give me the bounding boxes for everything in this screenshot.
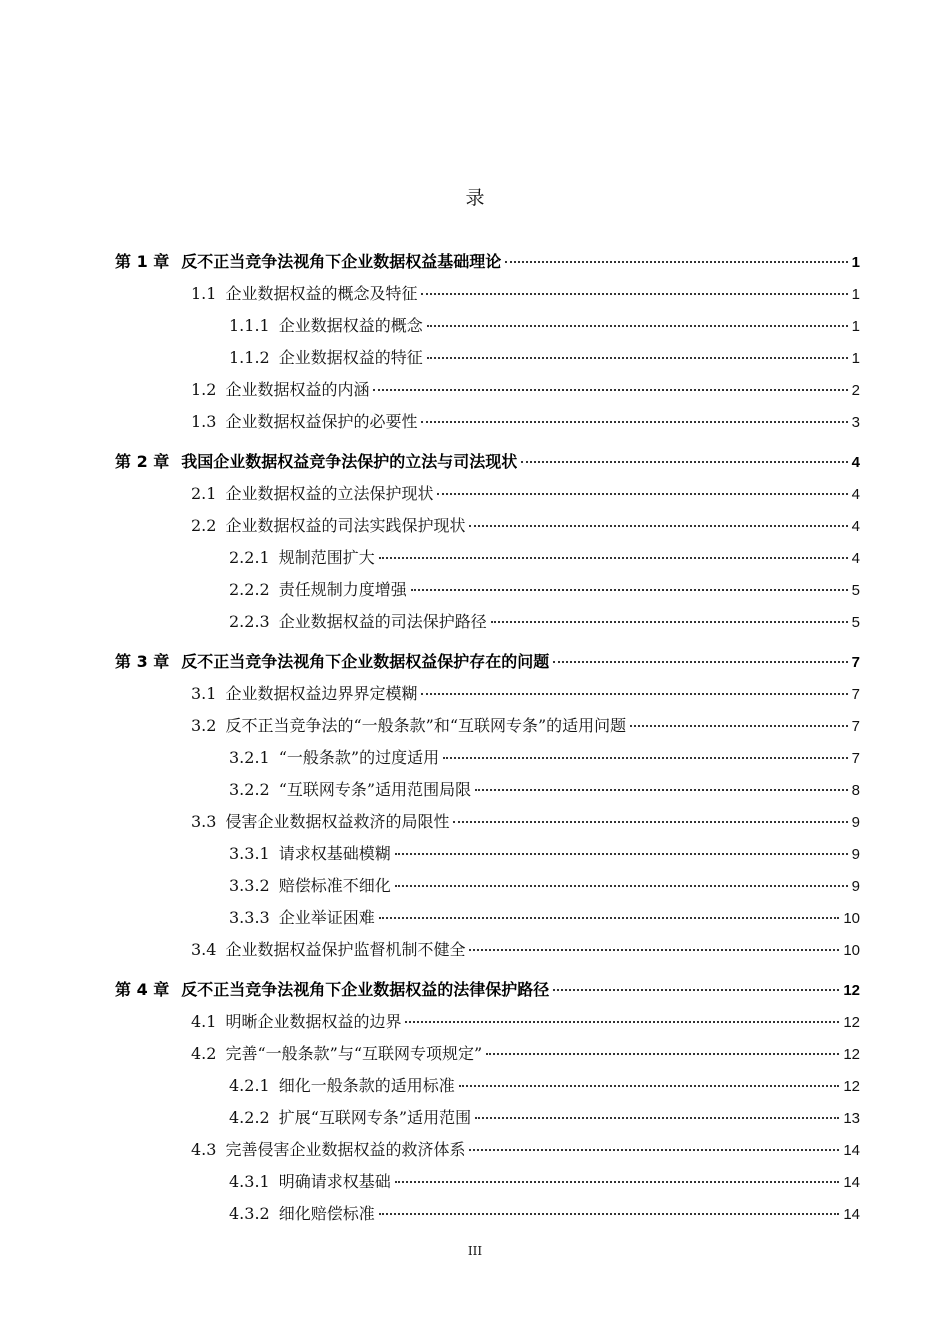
dot-leader: [553, 655, 847, 663]
toc-entry-number: 3.3.1: [229, 844, 270, 863]
toc-entry-page: 10: [843, 942, 860, 959]
toc-entry[interactable]: [115, 278, 860, 310]
toc-entry[interactable]: [115, 902, 860, 934]
page-number-footer: III: [467, 1244, 483, 1258]
toc-entry-title: 反不正当竞争法视角下企业数据权益基础理论: [181, 252, 502, 271]
toc-entry[interactable]: [115, 1102, 860, 1134]
toc-entry[interactable]: [115, 246, 860, 278]
toc-entry-title: 责任规制力度增强: [278, 580, 407, 599]
toc-entry-page: 14: [843, 1206, 860, 1223]
toc-entry-title: 侵害企业数据权益救济的局限性: [225, 812, 450, 831]
toc-entry[interactable]: [115, 870, 860, 902]
toc-entry-page: 14: [843, 1174, 860, 1191]
toc-entry[interactable]: [115, 1198, 860, 1230]
toc-entry[interactable]: [115, 1006, 860, 1038]
dot-leader: [421, 287, 847, 295]
toc-entry-number: 3.4: [191, 940, 217, 959]
toc-entry-number: 2.1: [191, 484, 217, 503]
dot-leader: [411, 583, 848, 591]
toc-entry[interactable]: [115, 406, 860, 438]
dot-leader: [469, 1143, 839, 1151]
toc-entry-title: 细化赔偿标准: [278, 1204, 375, 1223]
dot-leader: [443, 751, 848, 759]
toc-entry-title: “一般条款”的过度适用: [278, 748, 440, 767]
toc-entry-page: 2: [851, 382, 860, 399]
toc-entry-title: 反不正当竞争法视角下企业数据权益的法律保护路径: [181, 980, 550, 999]
toc-entry-title: 反不正当竞争法视角下企业数据权益保护存在的问题: [181, 652, 550, 671]
dot-leader: [379, 911, 840, 919]
toc-entry-number: 2.2.3: [229, 612, 270, 631]
toc-entry-number: 3.2.1: [229, 748, 270, 767]
toc-entry-page: 12: [843, 982, 860, 999]
toc-entry[interactable]: [115, 606, 860, 638]
toc-entry-page: 12: [843, 1046, 860, 1063]
dot-leader: [373, 383, 847, 391]
toc-entry[interactable]: [115, 1038, 860, 1070]
toc-entry-title: 完善“一般条款”与“互联网专项规定”: [225, 1044, 483, 1063]
toc-entry-page: 7: [851, 750, 860, 767]
dot-leader: [379, 1207, 840, 1215]
toc-entry-page: 12: [843, 1014, 860, 1031]
toc-entry[interactable]: [115, 774, 860, 806]
toc-entry-title: 企业数据权益保护的必要性: [225, 412, 418, 431]
toc-entry-page: 8: [851, 782, 860, 799]
toc-entry[interactable]: [115, 374, 860, 406]
dot-leader: [395, 879, 848, 887]
toc-entry-page: 4: [851, 486, 860, 503]
toc-entry-number: 1.1.2: [229, 348, 270, 367]
dot-leader: [421, 687, 847, 695]
toc-entry[interactable]: [115, 678, 860, 710]
toc-entry-title: 企业数据权益的特征: [278, 348, 423, 367]
toc-entry-page: 7: [851, 718, 860, 735]
toc-entry-title: 请求权基础模糊: [278, 844, 391, 863]
toc-entry-number: 3.2.2: [229, 780, 270, 799]
toc-entry-number: 4.2: [191, 1044, 217, 1063]
dot-leader: [505, 255, 847, 263]
toc-entry-number: 3.3: [191, 812, 217, 831]
dot-leader: [491, 615, 848, 623]
toc-entry-title: “互联网专条”适用范围局限: [278, 780, 472, 799]
toc-entry-title: 企业数据权益边界界定模糊: [225, 684, 418, 703]
toc-entry-page: 9: [851, 846, 860, 863]
toc-entry-number: 1.1: [191, 284, 217, 303]
toc-entry[interactable]: [115, 646, 860, 678]
dot-leader: [521, 455, 847, 463]
dot-leader: [475, 783, 848, 791]
toc-entry[interactable]: [115, 542, 860, 574]
toc-entry[interactable]: [115, 1134, 860, 1166]
toc-entry-number: 1.1.1: [229, 316, 270, 335]
toc-entry-page: 7: [851, 654, 860, 671]
toc-entry[interactable]: [115, 806, 860, 838]
toc-entry-number: 4.2.1: [229, 1076, 270, 1095]
dot-leader: [553, 983, 839, 991]
toc-entry-page: 12: [843, 1078, 860, 1095]
toc-entry[interactable]: [115, 478, 860, 510]
dot-leader: [379, 551, 848, 559]
toc-entry-number: 3.2: [191, 716, 217, 735]
toc-entry-number: 第 3 章: [115, 652, 170, 671]
dot-leader: [459, 1079, 840, 1087]
toc-entry-title: 企业数据权益的概念: [278, 316, 423, 335]
toc-entry-title: 企业数据权益的概念及特征: [225, 284, 418, 303]
toc-entry-number: 1.3: [191, 412, 217, 431]
toc-entry-number: 2.2: [191, 516, 217, 535]
toc-entry-page: 4: [851, 550, 860, 567]
toc-entry-title: 明确请求权基础: [278, 1172, 391, 1191]
toc-entry-number: 2.2.1: [229, 548, 270, 567]
toc-entry[interactable]: [115, 742, 860, 774]
toc-entry-number: 4.3: [191, 1140, 217, 1159]
toc-entry[interactable]: [115, 310, 860, 342]
toc-entry-page: 4: [851, 518, 860, 535]
toc-entry-title: 企业举证困难: [278, 908, 375, 927]
toc-entry-number: 2.2.2: [229, 580, 270, 599]
toc-entry-number: 4.3.1: [229, 1172, 270, 1191]
toc-entry-title: 企业数据权益保护监督机制不健全: [225, 940, 466, 959]
toc-entry-number: 3.3.3: [229, 908, 270, 927]
toc-entry-page: 10: [843, 910, 860, 927]
toc-entry-page: 1: [851, 286, 860, 303]
toc-entry-title: 完善侵害企业数据权益的救济体系: [225, 1140, 466, 1159]
toc-entry-page: 1: [851, 318, 860, 335]
dot-leader: [453, 815, 847, 823]
toc-entry[interactable]: [115, 574, 860, 606]
dot-leader: [469, 943, 839, 951]
toc-entry-number: 第 1 章: [115, 252, 170, 271]
toc-entry-page: 7: [851, 686, 860, 703]
toc-entry[interactable]: [115, 446, 860, 478]
toc-entry-title: 扩展“互联网专条”适用范围: [278, 1108, 472, 1127]
toc-entry-title: 企业数据权益的司法实践保护现状: [225, 516, 466, 535]
toc-entry-page: 14: [843, 1142, 860, 1159]
toc-entry-title: 企业数据权益的司法保护路径: [278, 612, 487, 631]
toc-entry-number: 3.1: [191, 684, 217, 703]
dot-leader: [427, 319, 848, 327]
toc-entry-title: 规制范围扩大: [278, 548, 375, 567]
toc-entry[interactable]: [115, 510, 860, 542]
toc-entry[interactable]: [115, 934, 860, 966]
toc-entry[interactable]: [115, 342, 860, 374]
dot-leader: [475, 1111, 839, 1119]
dot-leader: [421, 415, 847, 423]
table-of-contents: [115, 246, 860, 1230]
toc-entry-title: 企业数据权益的立法保护现状: [225, 484, 434, 503]
toc-entry-number: 第 2 章: [115, 452, 170, 471]
toc-entry[interactable]: [115, 974, 860, 1006]
toc-entry-number: 1.2: [191, 380, 217, 399]
toc-entry-page: 4: [851, 454, 860, 471]
toc-entry-page: 1: [851, 350, 860, 367]
toc-entry-page: 1: [851, 254, 860, 271]
dot-leader: [395, 847, 848, 855]
toc-entry-title: 反不正当竞争法的“一般条款”和“互联网专条”的适用问题: [225, 716, 627, 735]
toc-entry-number: 3.3.2: [229, 876, 270, 895]
toc-entry-title: 细化一般条款的适用标准: [278, 1076, 455, 1095]
toc-entry[interactable]: [115, 710, 860, 742]
toc-entry-title: 企业数据权益的内涵: [225, 380, 370, 399]
toc-entry[interactable]: [115, 1070, 860, 1102]
dot-leader: [486, 1047, 839, 1055]
toc-entry-number: 4.2.2: [229, 1108, 270, 1127]
dot-leader: [469, 519, 847, 527]
toc-entry-page: 13: [843, 1110, 860, 1127]
toc-entry-page: 5: [851, 582, 860, 599]
dot-leader: [405, 1015, 839, 1023]
toc-entry-title: 赔偿标准不细化: [278, 876, 391, 895]
toc-entry-number: 第 4 章: [115, 980, 170, 999]
dot-leader: [437, 487, 847, 495]
toc-title: 录: [465, 187, 485, 209]
toc-entry[interactable]: [115, 1166, 860, 1198]
toc-entry-page: 5: [851, 614, 860, 631]
toc-entry-page: 9: [851, 814, 860, 831]
toc-entry[interactable]: [115, 838, 860, 870]
toc-entry-page: 9: [851, 878, 860, 895]
toc-entry-title: 我国企业数据权益竞争法保护的立法与司法现状: [181, 452, 518, 471]
toc-entry-number: 4.3.2: [229, 1204, 270, 1223]
toc-entry-page: 3: [851, 414, 860, 431]
toc-entry-number: 4.1: [191, 1012, 217, 1031]
dot-leader: [427, 351, 848, 359]
dot-leader: [395, 1175, 840, 1183]
toc-entry-title: 明晰企业数据权益的边界: [225, 1012, 402, 1031]
dot-leader: [630, 719, 847, 727]
